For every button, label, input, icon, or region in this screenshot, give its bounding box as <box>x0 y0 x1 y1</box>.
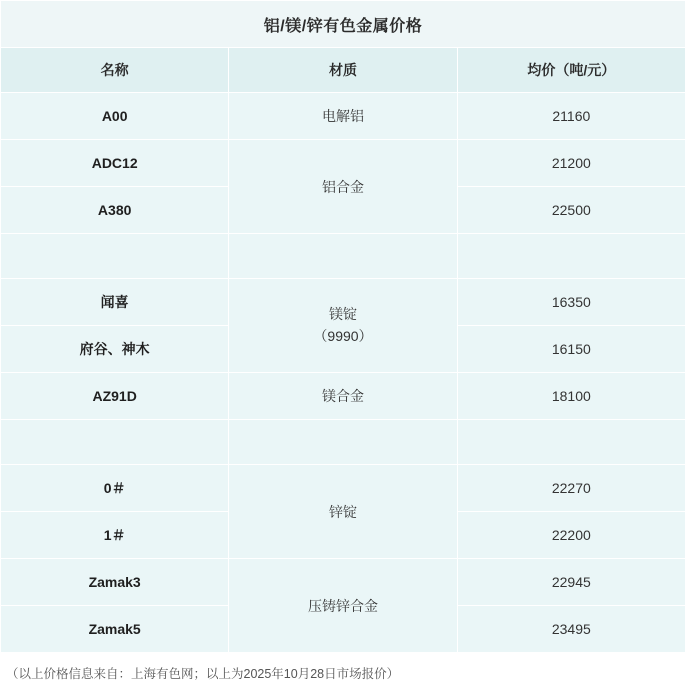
cell-price: 23495 <box>457 606 685 653</box>
table-body <box>1 1 686 653</box>
source-footnote: （以上价格信息来自：上海有色网；以上为2025年10月28日市场报价） <box>0 653 686 692</box>
cell-price: 22270 <box>457 465 685 512</box>
cell-name: Zamak3 <box>1 559 229 606</box>
cell-material-sub: （9990） <box>313 327 373 344</box>
table-row <box>1 559 686 606</box>
cell-price: 18100 <box>457 373 685 420</box>
cell-price: 21160 <box>457 93 685 140</box>
spacer-cell <box>229 234 457 279</box>
table-title-row <box>1 1 686 48</box>
cell-name: 府谷、神木 <box>1 326 229 373</box>
cell-name: 0＃ <box>1 465 229 512</box>
cell-material: 镁合金 <box>229 373 457 420</box>
cell-price: 22945 <box>457 559 685 606</box>
table-header-row <box>1 48 686 93</box>
cell-material <box>229 279 457 373</box>
table-spacer-row <box>1 420 686 465</box>
cell-material: 电解铝 <box>229 93 457 140</box>
cell-price: 16350 <box>457 279 685 326</box>
cell-name: 闻喜 <box>1 279 229 326</box>
cell-price: 16150 <box>457 326 685 373</box>
cell-material: 铝合金 <box>229 140 457 234</box>
page-title: 铝/镁/锌有色金属价格 <box>1 1 686 48</box>
cell-price: 21200 <box>457 140 685 187</box>
cell-material-main: 镁锭 <box>328 305 357 322</box>
column-header-name: 名称 <box>1 48 229 93</box>
cell-name: AZ91D <box>1 373 229 420</box>
table-row <box>1 279 686 326</box>
column-header-material: 材质 <box>229 48 457 93</box>
cell-price: 22200 <box>457 512 685 559</box>
spacer-cell <box>457 234 685 279</box>
cell-name: A380 <box>1 187 229 234</box>
cell-name: ADC12 <box>1 140 229 187</box>
spacer-cell <box>1 234 229 279</box>
table-row <box>1 140 686 187</box>
column-header-price: 均价（吨/元） <box>457 48 685 93</box>
table-row <box>1 93 686 140</box>
cell-material: 锌锭 <box>229 465 457 559</box>
spacer-cell <box>1 420 229 465</box>
cell-name: 1＃ <box>1 512 229 559</box>
cell-name: A00 <box>1 93 229 140</box>
table-row <box>1 373 686 420</box>
spacer-cell <box>457 420 685 465</box>
cell-material: 压铸锌合金 <box>229 559 457 653</box>
spacer-cell <box>229 420 457 465</box>
cell-price: 22500 <box>457 187 685 234</box>
table-spacer-row <box>1 234 686 279</box>
cell-name: Zamak5 <box>1 606 229 653</box>
table-row <box>1 465 686 512</box>
